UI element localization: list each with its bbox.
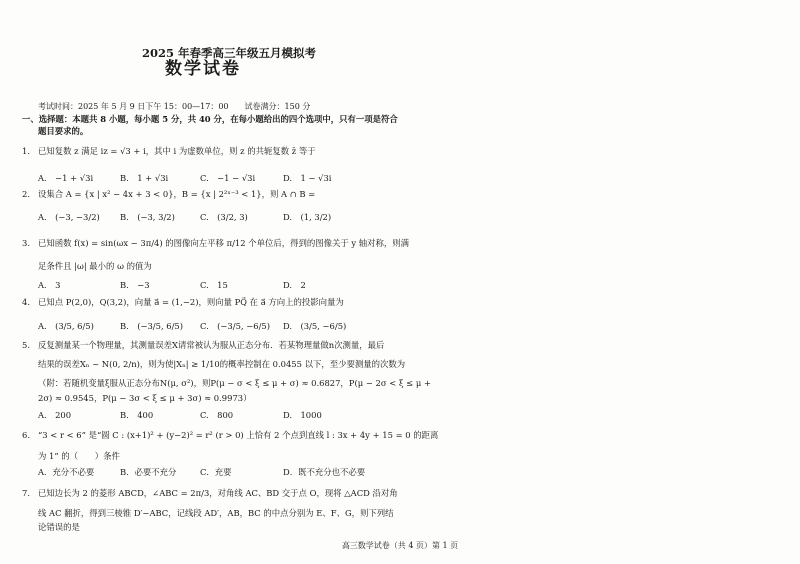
question-number: 1. (22, 146, 30, 156)
option-d: D. 1 − √3i (283, 173, 332, 183)
question-text-cont: 线 AC 翻折，得到三棱锥 D′−ABC，记线段 AD′，AB，BC 的中点分别为 E、F、G，则下列结 (38, 508, 394, 518)
option-a: A．充分不必要 (38, 467, 95, 477)
option-c: C. 800 (200, 410, 234, 420)
option-d: D．既不充分也不必要 (283, 467, 366, 477)
option-b: B. 1 + √3i (120, 173, 169, 183)
option-c: C. −1 − √3i (200, 173, 256, 183)
question-number: 4. (22, 297, 30, 307)
option-b: B. (−3/5, 6/5) (120, 321, 184, 331)
question-text: 已知函数 f(x) = sin(ωx − 3π/4) 的图像向左平移 π/12 个单位后，得到的图像关于 y 轴对称，则满 (38, 238, 410, 248)
option-b: B. 400 (120, 410, 154, 420)
option-d: D. 2 (283, 280, 306, 290)
subject-title: 数学试卷 (165, 59, 241, 79)
option-a: A. (−3, −3/2) (38, 212, 100, 222)
option-c: C. 15 (200, 280, 228, 290)
section-heading-cont: 题目要求的。 (38, 126, 89, 136)
question-text: “3 < r < 6” 是“圆 C : (x+1)² + (y−2)² = r² (r > 0) 上恰有 2 个点到直线 l : 3x + 4y + 15 = 0 的距离 (38, 430, 439, 440)
question-text-cont: 足条件且 |ω| 最小的 ω 的值为 (38, 261, 152, 271)
option-b: B. −3 (120, 280, 150, 290)
option-a: A. (3/5, 6/5) (38, 321, 94, 331)
option-a: A. −1 + √3i (38, 173, 94, 183)
question-number: 2. (22, 189, 30, 199)
question-text: 已知边长为 2 的菱形 ABCD，∠ABC = 2π/3，对角线 AC、BD 交于点 O，现将 △ACD 沿对角 (38, 488, 398, 498)
option-c: C．充要 (200, 467, 232, 477)
question-number: 7. (22, 488, 30, 498)
question-text: 反复测量某一个物理量，其测量误差X请常被认为服从正态分布．若某物理量做n次测量，最后 (38, 340, 385, 350)
question-text: 已知复数 z 满足 iz = √3 + i，其中 i 为虚数单位，则 z 的共轭复数 z̄ 等于 (38, 146, 316, 156)
option-d: D. (3/5, −6/5) (283, 321, 347, 331)
page-footer: 高三数学试卷（共 4 页）第 1 页 (341, 541, 459, 550)
question-text-cont: 结果的误差Xₙ ~ N(0, 2/n)，则为使|Xₙ| ≥ 1/10的概率控制在 0.0455 以下，至少要测量的次数为 (38, 359, 406, 369)
question-text-cont: 论错误的是 (38, 522, 80, 532)
option-d: D. 1000 (283, 410, 322, 420)
question-number: 5. (22, 340, 30, 350)
question-text-cont: （附：若随机变量ξ服从正态分布N(μ, σ²)，则P(μ − σ < ξ ≤ μ + σ) ≈ 0.6827，P(μ − 2σ < ξ ≤ μ + (38, 378, 431, 388)
option-a: A. 3 (38, 280, 61, 290)
option-b: B. (−3, 3/2) (120, 212, 175, 222)
section-heading: 一、选择题：本题共 8 小题，每小题 5 分，共 40 分，在每小题给出的四个选项中，只有一项是符合 (22, 114, 398, 124)
exam-title: 2025 年春季高三年级五月模拟考 (142, 46, 317, 60)
exam-info: 考试时间：2025 年 5 月 9 日下午 15：00—17：00 试卷满分：150 分 (38, 102, 311, 111)
option-a: A. 200 (38, 410, 72, 420)
option-d: D. (1, 3/2) (283, 212, 332, 222)
question-number: 6. (22, 430, 30, 440)
option-c: C. (−3/5, −6/5) (200, 321, 270, 331)
question-number: 3. (22, 238, 30, 248)
option-b: B．必要不充分 (120, 467, 177, 477)
question-text-cont: 2σ) ≈ 0.9545，P(μ − 3σ < ξ ≤ μ + 3σ) ≈ 0.9973） (38, 393, 252, 403)
option-c: C. (3/2, 3) (200, 212, 248, 222)
question-text: 设集合 A = {x | x² − 4x + 3 < 0}，B = {x | 2²ˣ⁻³ < 1}，则 A ∩ B = (38, 189, 316, 199)
question-text-cont: 为 1” 的（ ）条件 (38, 451, 120, 461)
question-text: 已知点 P(2,0)，Q(3,2)，向量 a⃗ = (1,−2)，则向量 PQ⃗ 在 a⃗ 方向上的投影向量为 (38, 297, 344, 307)
